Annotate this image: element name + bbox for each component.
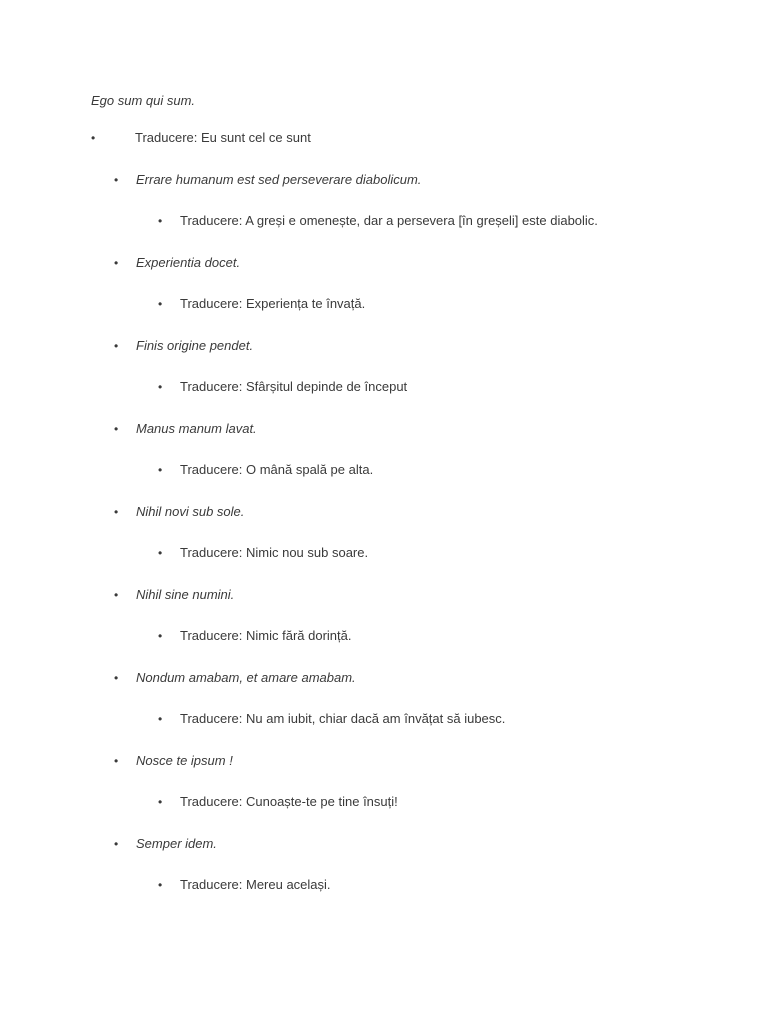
bullet-marker: • bbox=[114, 837, 119, 851]
bullet-marker: • bbox=[114, 754, 119, 768]
bullet-marker: • bbox=[158, 878, 163, 892]
bullet-marker: • bbox=[158, 214, 163, 228]
top-translation: Traducere: Eu sunt cel ce sunt bbox=[135, 130, 311, 145]
translation-line: Traducere: Nu am iubit, chiar dacă am învățat să iubesc. bbox=[180, 711, 506, 726]
latin-phrase: Nihil sine numini. bbox=[136, 587, 235, 602]
latin-phrase: Nihil novi sub sole. bbox=[136, 504, 245, 519]
bullet-marker: • bbox=[158, 795, 163, 809]
bullet-marker: • bbox=[91, 131, 96, 145]
bullet-marker: • bbox=[114, 256, 119, 270]
translation-line: Traducere: Cunoaște-te pe tine însuți! bbox=[180, 794, 398, 809]
latin-phrase: Finis origine pendet. bbox=[136, 338, 254, 353]
bullet-marker: • bbox=[114, 505, 119, 519]
bullet-marker: • bbox=[158, 712, 163, 726]
bullet-marker: • bbox=[114, 173, 119, 187]
latin-phrase: Experientia docet. bbox=[136, 255, 241, 270]
bullet-marker: • bbox=[158, 297, 163, 311]
bullet-marker: • bbox=[158, 380, 163, 394]
latin-phrase: Nondum amabam, et amare amabam. bbox=[136, 670, 356, 685]
latin-phrase: Errare humanum est sed perseverare diabolicum. bbox=[136, 172, 422, 187]
bullet-marker: • bbox=[158, 546, 163, 560]
document-heading: Ego sum qui sum. bbox=[91, 93, 196, 108]
translation-line: Traducere: Mereu același. bbox=[180, 877, 331, 892]
bullet-marker: • bbox=[158, 629, 163, 643]
translation-line: Traducere: Nimic nou sub soare. bbox=[180, 545, 369, 560]
bullet-marker: • bbox=[114, 422, 119, 436]
bullet-marker: • bbox=[158, 463, 163, 477]
bullet-marker: • bbox=[114, 588, 119, 602]
translation-line: Traducere: O mână spală pe alta. bbox=[180, 462, 374, 477]
translation-line: Traducere: Nimic fără dorință. bbox=[180, 628, 352, 643]
translation-line: Traducere: Experiența te învață. bbox=[180, 296, 366, 311]
translation-line: Traducere: Sfârșitul depinde de început bbox=[180, 379, 408, 394]
latin-phrase: Nosce te ipsum ! bbox=[136, 753, 233, 768]
translation-line: Traducere: A greși e omenește, dar a persevera [în greșeli] este diabolic. bbox=[180, 213, 598, 228]
bullet-marker: • bbox=[114, 671, 119, 685]
bullet-marker: • bbox=[114, 339, 119, 353]
latin-phrase: Semper idem. bbox=[136, 836, 217, 851]
latin-phrase: Manus manum lavat. bbox=[136, 421, 257, 436]
